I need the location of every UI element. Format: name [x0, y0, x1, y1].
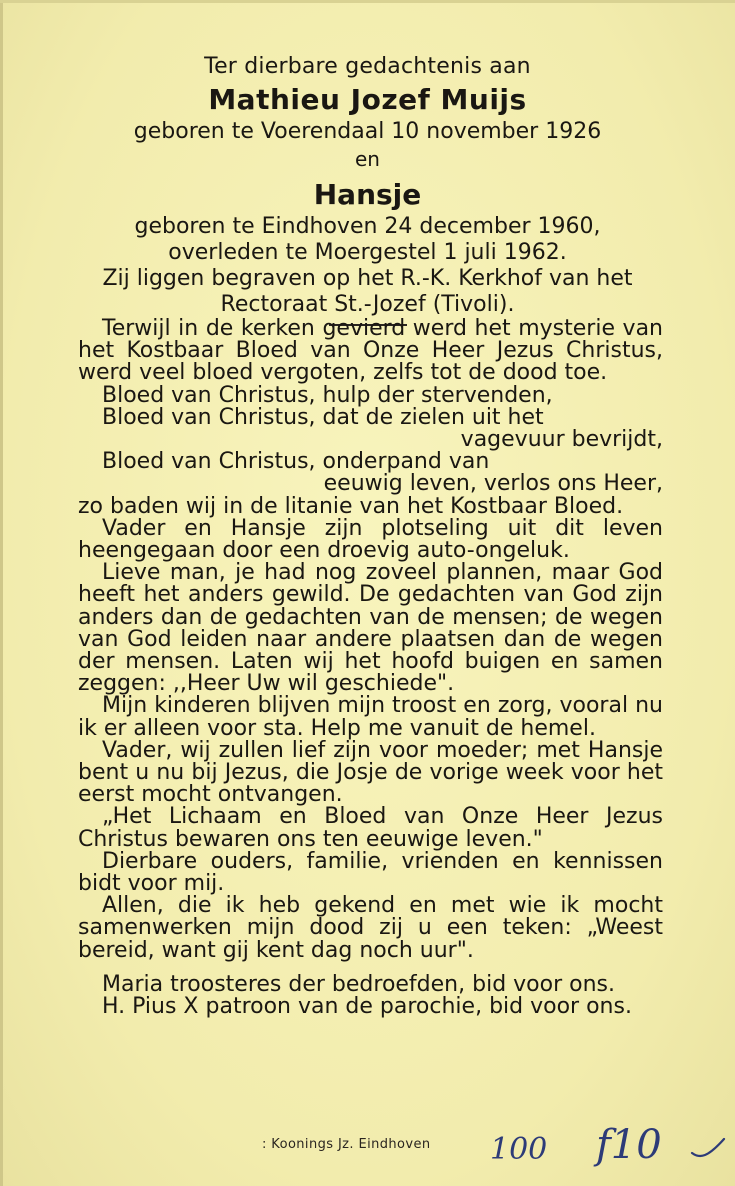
card-body	[78, 318, 663, 1018]
litany-line-1: Bloed van Christus, hulp der stervenden,	[102, 382, 553, 408]
handwritten-note-price: f10	[596, 1122, 662, 1168]
burial-line-2: Rectoraat St.-Jozef (Tivoli).	[220, 292, 515, 317]
paragraph-family: Dierbare ouders, familie, vrienden en kennissen bidt voor mij.	[78, 848, 663, 897]
dedication-line: Ter dierbare gedachtenis aan	[204, 54, 531, 79]
card-header	[0, 52, 735, 326]
paragraph-father: Vader, wij zullen lief zijn voor moeder; met Hansje bent u nu bij Jezus, die Josje de vorige week voor het eerst mocht ontvangen.	[78, 737, 663, 808]
paragraph-husband: Lieve man, je had nog zoveel plannen, maar God heeft het anders gewild. De gedachten van God zijn anders dan de gedachten van de mensen; de wegen van God leiden naar andere plaatsen dan de wegen der mensen. Laten wij het hoofd buigen en samen zeggen: ,,Heer Uw wil geschiede".	[78, 560, 663, 697]
litany-line-3: Bloed van Christus, onderpand van	[102, 449, 490, 475]
child-name: Hansje	[313, 178, 422, 211]
handwritten-note-100: 100	[490, 1132, 548, 1167]
burial-line-1: Zij liggen begraven op het R.-K. Kerkhof van het	[102, 266, 633, 291]
deceased-birth: geboren te Voerendaal 10 november 1926	[133, 119, 602, 144]
printer-credit: : Koonings Jz. Eindhoven	[262, 1137, 431, 1152]
paragraph-quote: „Het Lichaam en Bloed van Onze Heer Jezus Christus bewaren ons ten eeuwige leven."	[78, 804, 663, 852]
child-birth: geboren te Eindhoven 24 december 1960,	[134, 214, 601, 239]
prayer-pius: H. Pius X patroon van de parochie, bid voor ons.	[102, 994, 632, 1020]
paragraph-colleagues: Allen, die ik heb gekend en met wie ik mocht samenwerken mijn dood zij u een teken: „Weest bereid, want gij kent dag noch uur".	[78, 893, 663, 963]
litany-line-2b: vagevuur bevrijdt,	[460, 427, 663, 453]
paragraph-children: Mijn kinderen blijven mijn troost en zorg, vooral nu ik er alleen voor sta. Help me vanuit de hemel.	[78, 693, 663, 741]
paragraph-accident: Vader en Hansje zijn plotseling uit dit leven heengegaan door een droevig auto-ongeluk.	[78, 515, 663, 564]
paragraph-intro: Terwijl in de kerken gevierd werd het mysterie van het Kostbaar Bloed van Onze Heer Jezus Christus, werd veel bloed vergoten, zelfs tot de dood toe.	[78, 316, 663, 386]
death-line: overleden te Moergestel 1 juli 1962.	[168, 240, 567, 265]
litany-line-4: zo baden wij in de litanie van het Kostbaar Bloed.	[78, 493, 624, 519]
conjunction: en	[355, 147, 380, 171]
prayer-maria: Maria troosteres der bedroefden, bid voor ons.	[102, 971, 615, 997]
deceased-name: Mathieu Jozef Muijs	[208, 83, 527, 116]
handwritten-swoosh-icon	[690, 1135, 726, 1161]
card-edge-top	[0, 0, 735, 3]
litany-line-3b: eeuwig leven, verlos ons Heer,	[323, 471, 663, 497]
litany-line-2: Bloed van Christus, dat de zielen uit het	[102, 404, 544, 430]
